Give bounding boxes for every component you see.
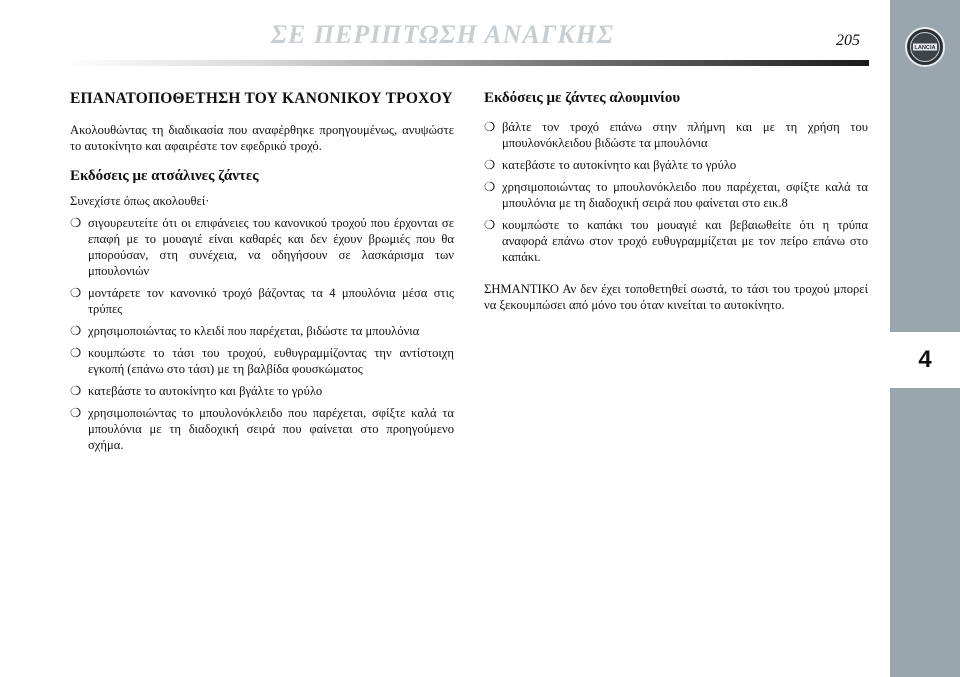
intro-paragraph: Ακολουθώντας τη διαδικασία που αναφέρθηκε προηγουμένως, ανυψώστε το αυτοκίνητο και αφαιρέστε τον εφεδρικό τροχό. xyxy=(70,123,454,153)
right-column xyxy=(484,90,868,313)
steel-rims-heading: Εκδόσεις με ατσάλινες ζάντες xyxy=(70,168,259,184)
list-item: ❍ σιγουρευτείτε ότι οι επιφάνειες του κανονικού τροχού που έρχονται σε επαφή με το μουαγιέ είναι καθαρές και δεν έχουν βρωμιές που θα μπορούσαν, στη συνέχεια, να οδηγήσουν σε λασκάρισμα των μπουλονιών xyxy=(70,216,454,278)
list-item: ❍ κατεβάστε το αυτοκίνητο και βγάλτε το γρύλο xyxy=(70,384,323,398)
list-item: ❍ χρησιμοποιώντας το μπουλονόκλειδο που παρέχεται, σφίξτε καλά τα μπουλόνια με τη διαδοχική σειρά που φαίνεται στο εικ.8 xyxy=(484,180,868,210)
list-item: ❍ κατεβάστε το αυτοκίνητο και βγάλτε το γρύλο xyxy=(484,158,737,172)
logo-text: LANCIA xyxy=(914,45,936,51)
bullet-icon: ❍ xyxy=(70,286,82,300)
bullet-icon: ❍ xyxy=(484,180,496,194)
bullet-icon: ❍ xyxy=(70,346,82,360)
bullet-icon: ❍ xyxy=(70,384,82,398)
list-item: ❍ χρησιμοποιώντας το μπουλονόκλειδο που παρέχεται, σφίξτε καλά τα μπουλόνια με τη διαδοχική σειρά που φαίνεται στο προηγούμενο σχήμα. xyxy=(70,406,454,452)
page-number: 205 xyxy=(836,32,860,49)
bullet-icon: ❍ xyxy=(70,406,82,420)
list-item: ❍ κουμπώστε το καπάκι του μουαγιέ και βεβαιωθείτε ότι η τρύπα αναφορά επάνω στον τροχό ευθυγραμμίζεται με τον πείρο επάνω στο καπάκι. xyxy=(484,218,868,264)
alloy-rims-heading: Εκδόσεις με ζάντες αλουμινίου xyxy=(484,90,681,106)
list-item: ❍ κουμπώστε το τάσι του τροχού, ευθυγραμμίζοντας την αντίστοιχη εγκοπή (επάνω στο τάσι) με τη βαλβίδα φουσκώματος xyxy=(70,346,454,376)
chapter-number: 4 xyxy=(890,332,960,388)
left-column xyxy=(70,90,454,459)
list-item: ❍ χρησιμοποιώντας το κλειδί που παρέχεται, βιδώστε τα μπουλόνια xyxy=(70,324,420,338)
bullet-icon: ❍ xyxy=(484,120,496,134)
lead-text: Συνεχίστε όπως ακολουθεί· xyxy=(70,194,210,208)
bullet-icon: ❍ xyxy=(70,324,82,338)
steel-rims-steps xyxy=(70,215,454,453)
bullet-icon: ❍ xyxy=(70,216,82,230)
lancia-logo-icon xyxy=(904,26,946,68)
header-rule xyxy=(65,60,869,66)
alloy-rims-steps xyxy=(484,119,868,265)
section-title: ΣΕ ΠΕΡΙΠΤΩΣΗ ΑΝΑΓΚΗΣ xyxy=(270,20,615,49)
bullet-icon: ❍ xyxy=(484,218,496,232)
section-heading: ΕΠΑΝΑΤΟΠΟΘΕΤΗΣΗ ΤΟΥ ΚΑΝΟΝΙΚΟΥ ΤΡΟΧΟΥ xyxy=(70,90,453,107)
important-note: ΣΗΜΑΝΤΙΚΟ Αν δεν έχει τοποθετηθεί σωστά, το τάσι του τροχού μπορεί να ξεκουμπώσει από μόνο του όταν κινείται το αυτοκίνητο. xyxy=(484,282,868,312)
bullet-icon: ❍ xyxy=(484,158,496,172)
list-item: ❍ μοντάρετε τον κανονικό τροχό βάζοντας τα 4 μπουλόνια μέσα στις τρύπες xyxy=(70,286,454,316)
list-item: ❍ βάλτε τον τροχό επάνω στην πλήμνη και με τη χρήση του μπουλονόκλειδου βιδώστε τα μπουλόνια xyxy=(484,120,868,150)
